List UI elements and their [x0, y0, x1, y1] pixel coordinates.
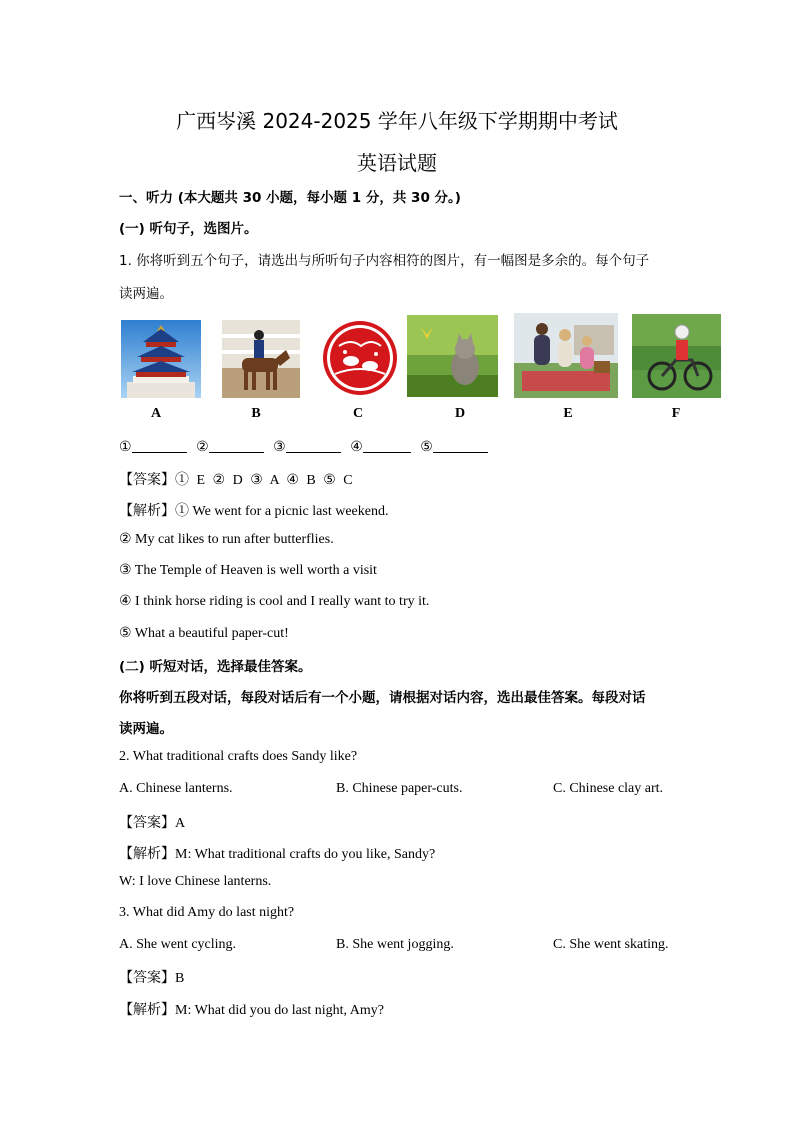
question-3-option-c: C. She went skating. — [553, 937, 669, 952]
question-2-analysis: 【解析】M: What traditional crafts do you like, Sandy? — [119, 847, 436, 862]
question-1-text: 1. 你将听到五个句子，请选出与所听句子内容相符的图片，有一幅图是多余的。每个句子 — [119, 253, 650, 269]
question-1-text-cont: 读两遍。 — [119, 286, 173, 302]
temple-of-heaven-image — [121, 320, 201, 398]
part-heading-2: (二) 听短对话，选择最佳答案。 — [119, 659, 312, 675]
question-2-analysis-line2: W: I love Chinese lanterns. — [119, 874, 272, 889]
family-picnic-image — [514, 313, 618, 398]
blank-2-marker: ② — [196, 440, 209, 455]
question-1-analysis-4: ④ I think horse riding is cool and I really want to try it. — [119, 594, 430, 609]
question-2-text: 2. What traditional crafts does Sandy like? — [119, 749, 358, 764]
question-2-option-c: C. Chinese clay art. — [553, 781, 664, 796]
answer-blank-2[interactable] — [209, 438, 264, 453]
question-2-answer: 【答案】A — [119, 816, 186, 831]
image-label-f: F — [671, 406, 681, 421]
blank-1-marker: ① — [119, 440, 132, 455]
paper-cut-image — [321, 316, 399, 400]
question-3-text: 3. What did Amy do last night? — [119, 905, 295, 920]
image-label-b: B — [251, 406, 261, 421]
girl-cycling-image — [632, 314, 721, 398]
part-heading-1: (一) 听句子，选图片。 — [119, 221, 258, 237]
question-1-analysis-3: ③ The Temple of Heaven is well worth a visit — [119, 563, 377, 578]
blank-3-marker: ③ — [273, 440, 286, 455]
blank-5-marker: ⑤ — [420, 440, 433, 455]
answer-blank-5[interactable] — [433, 438, 488, 453]
question-3-option-a: A. She went cycling. — [119, 937, 237, 952]
question-3-option-b: B. She went jogging. — [336, 937, 454, 952]
horse-riding-image — [222, 320, 300, 398]
page-subtitle: 英语试题 — [357, 151, 437, 175]
image-label-a: A — [150, 406, 162, 421]
question-1-analysis-2: ② My cat likes to run after butterflies. — [119, 532, 334, 547]
page-title: 广西岑溪 2024-2025 学年八年级下学期期中考试 — [176, 109, 618, 133]
image-label-c: C — [352, 406, 364, 421]
answer-blank-4[interactable] — [363, 438, 411, 453]
question-3-answer: 【答案】B — [119, 971, 185, 986]
answer-blanks-row — [119, 438, 494, 456]
question-1-answer: 【答案】① E ② D ③ A ④ B ⑤ C — [119, 473, 353, 488]
blank-4-marker: ④ — [350, 440, 363, 455]
part-2-instructions: 你将听到五段对话，每段对话后有一个小题，请根据对话内容，选出最佳答案。每段对话 — [119, 690, 646, 706]
answer-blank-3[interactable] — [286, 438, 341, 453]
cat-butterfly-image — [407, 315, 498, 397]
question-2-option-b: B. Chinese paper-cuts. — [336, 781, 463, 796]
question-1-analysis-1: 【解析】① We went for a picnic last weekend. — [119, 504, 389, 519]
image-label-e: E — [563, 406, 573, 421]
part-2-instructions-cont: 读两遍。 — [119, 721, 173, 737]
question-2-option-a: A. Chinese lanterns. — [119, 781, 233, 796]
question-3-analysis: 【解析】M: What did you do last night, Amy? — [119, 1003, 384, 1018]
section-heading-listening: 一、听力 (本大题共 30 小题，每小题 1 分，共 30 分。) — [119, 190, 461, 206]
image-label-d: D — [454, 406, 466, 421]
question-1-analysis-5: ⑤ What a beautiful paper-cut! — [119, 626, 289, 641]
answer-blank-1[interactable] — [132, 438, 187, 453]
